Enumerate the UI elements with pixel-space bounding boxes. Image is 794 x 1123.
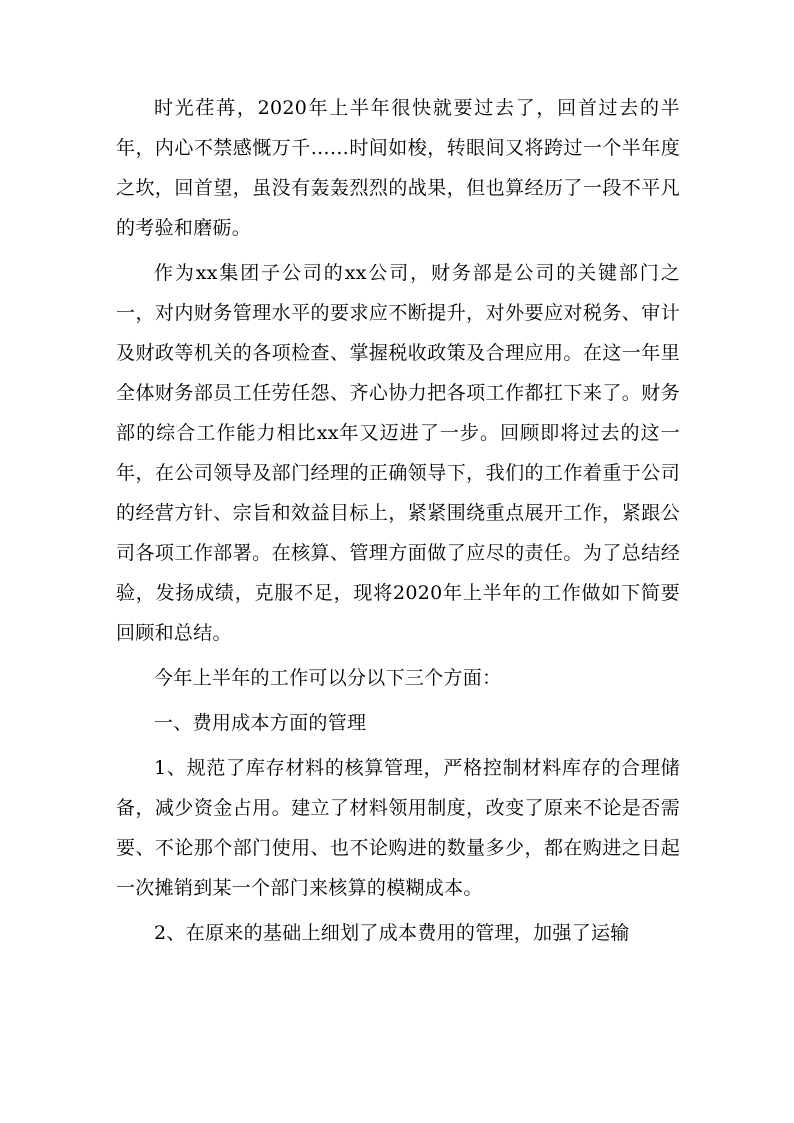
paragraph-finance-department: 作为xx集团子公司的xx公司，财务部是公司的关键部门之一，对内财务管理水平的要求应不断提升，对外要应对税务、审计及财政等机关的各项检查、掌握税收政策及合理应用。在这一年里全体财务部员工任劳任怨、齐心协力把各项工作都扛下来了。财务部的综合工作能力相比xx年又迈进了一步。回顾即将过去的这一年，在公司领导及部门经理的正确领导下，我们的工作着重于公司的经营方针、宗旨和效益目标上，紧紧围绕重点展开工作，紧跟公司各项工作部署。在核算、管理方面做了应尽的责任。为了总结经验，发扬成绩，克服不足，现将2020年上半年的工作做如下简要回顾和总结。 bbox=[116, 262, 680, 644]
paragraph-intro: 时光荏苒，2020年上半年很快就要过去了，回首过去的半年，内心不禁感慨万千……时间如梭，转眼间又将跨过一个半年度之坎，回首望，虽没有轰轰烈烈的战果，但也算经历了一段不平凡的考验和磨砺。 bbox=[116, 97, 680, 239]
section-heading-cost-management: 一、费用成本方面的管理 bbox=[154, 712, 367, 734]
paragraph-three-aspects: 今年上半年的工作可以分以下三个方面： bbox=[154, 667, 502, 689]
paragraph-item-1: 1、规范了库存材料的核算管理，严格控制材料库存的合理储备，减少资金占用。建立了材料领用制度，改变了原来不论是否需要、不论那个部门使用、也不论购进的数量多少，都在购进之日起一次摊销到某一个部门来核算的模糊成本。 bbox=[116, 757, 680, 899]
paragraph-item-2: 2、在原来的基础上细划了成本费用的管理，加强了运输 bbox=[154, 922, 630, 944]
document-body bbox=[116, 88, 680, 953]
